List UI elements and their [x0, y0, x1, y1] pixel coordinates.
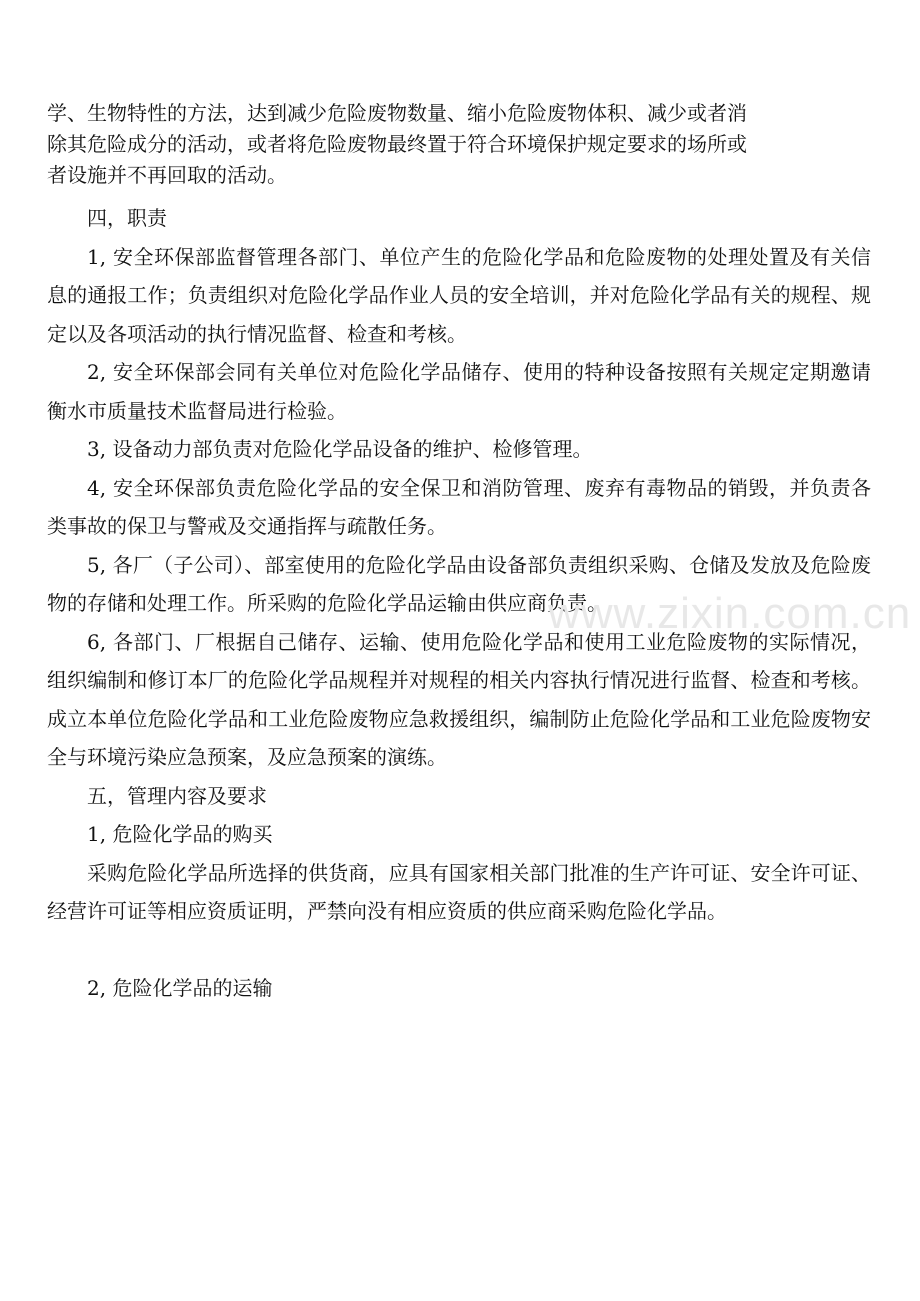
purchase-paragraph: 采购危险化学品所选择的供货商，应具有国家相关部门批准的生产许可证、安全许可证、经营许可证等相应资质证明，严禁向没有相应资质的供应商采购危险化学品。 [47, 860, 871, 923]
duty-item-5: 5, 各厂（子公司）、部室使用的危险化学品由设备部负责组织采购、仓储及发放及危险废物的存储和处理工作。所采购的危险化学品运输由供应商负责。 [47, 552, 871, 615]
duty-item-2: 2, 安全环保部会同有关单位对危险化学品储存、使用的特种设备按照有关规定定期邀请衡水市质量技术监督局进行检验。 [47, 360, 871, 423]
subsection-heading-purchase: 1, 危险化学品的购买 [87, 822, 273, 846]
duty-item-6: 6, 各部门、厂根据自己储存、运输、使用危险化学品和使用工业危险废物的实际情况，组织编制和修订本厂的危险化学品规程并对规程的相关内容执行情况进行监督、检查和考核。成立本单位危险化学品和工业危险废物应急救援组织，编制防止危险化学品和工业危险废物安全与环境污染应急预案，及应急预案的演练。 [47, 629, 871, 769]
text-line: 者设施并不再回取的活动。 [47, 163, 287, 187]
document-body [47, 199, 871, 1008]
duty-item-4: 4, 安全环保部负责危险化学品的安全保卫和消防管理、废弃有毒物品的销毁，并负责各类事故的保卫与警戒及交通指挥与疏散任务。 [47, 475, 871, 538]
text-line: 除其危险成分的活动，或者将危险废物最终置于符合环境保护规定要求的场所或 [47, 132, 747, 156]
duty-item-3: 3, 设备动力部负责对危险化学品设备的维护、检修管理。 [87, 437, 593, 461]
section-heading-management: 五，管理内容及要求 [87, 783, 267, 808]
subsection-heading-transport: 2, 危险化学品的运输 [87, 976, 273, 1000]
text-line: 学、生物特性的方法，达到减少危险废物数量、缩小危险废物体积、减少或者消 [47, 101, 747, 125]
spacer [47, 931, 871, 970]
continued-paragraph [47, 98, 827, 191]
watermark: www.zixin.com.cn [548, 589, 912, 638]
section-heading-duties: 四，职责 [87, 206, 167, 230]
duty-item-1: 1, 安全环保部监督管理各部门、单位产生的危险化学品和危险废物的处理处置及有关信息的通报工作；负责组织对危险化学品作业人员的安全培训，并对危险化学品有关的规程、规定以及各项活动的执行情况监督、检查和考核。 [47, 244, 871, 346]
